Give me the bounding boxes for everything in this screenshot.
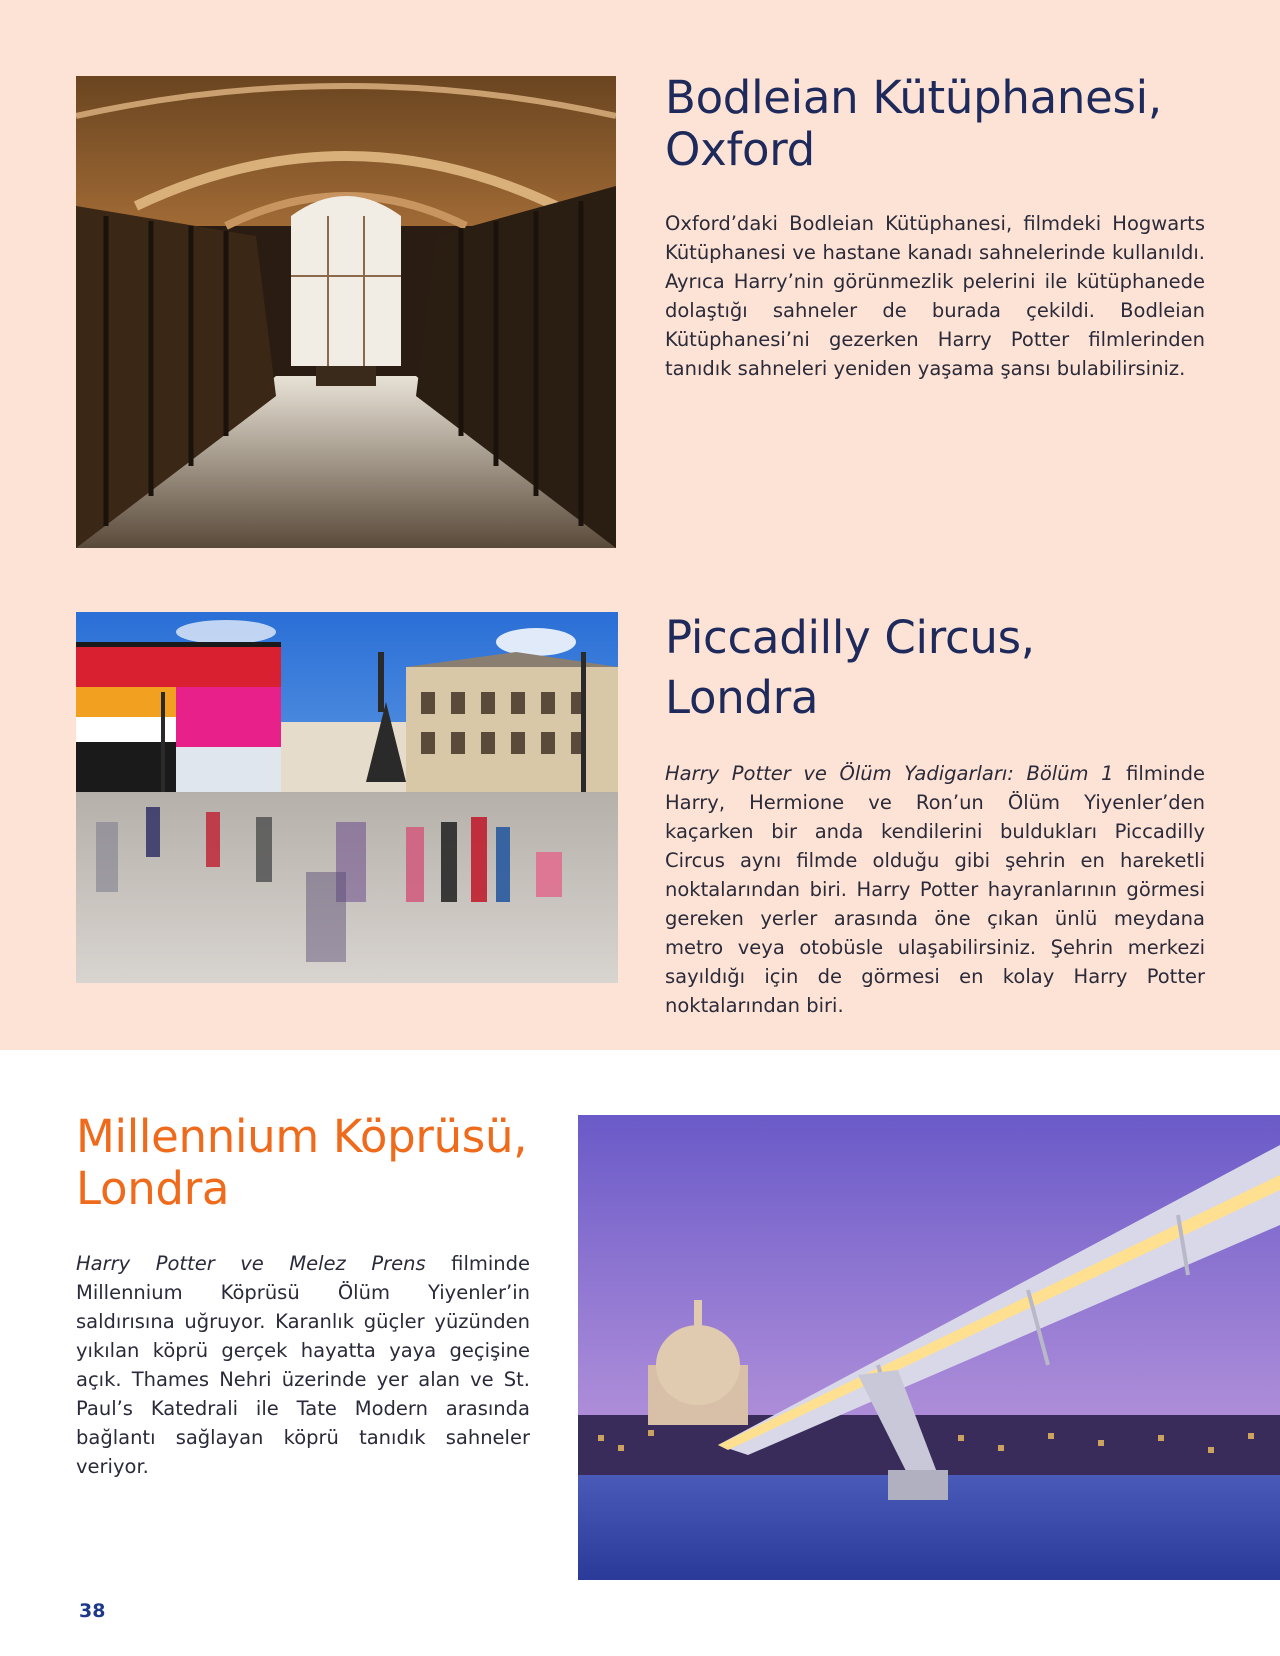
bodleian-body-text: Oxford’daki Bodleian Kütüphanesi, filmdeki Hogwarts Kütüphanesi ve hastane kanadı sahnelerinde kullanıldı. Ayrıca Harry’nin görünmezlik pelerini ile kütüphanede dolaştığı sahneler de burada çekildi. Bodleian Kütüphanesi’ni gezerken Harry Potter filmlerinden tanıdık sahneleri yeniden yaşama şansı bulabilirsiniz. bbox=[665, 212, 1205, 380]
piccadilly-heading-line2: Londra bbox=[665, 671, 819, 724]
bodleian-heading-line1: Bodleian Kütüphanesi, bbox=[665, 71, 1162, 124]
piccadilly-circus-photo bbox=[76, 612, 618, 983]
millennium-body-text bbox=[76, 1249, 530, 1481]
piccadilly-body-rest: filminde Harry, Hermione ve Ron’un Ölüm Yiyenler’den kaçarken bir anda kendilerini buldukları Piccadilly Circus aynı filmde olduğu gibi şehrin en hareketli noktalarından biri. Harry Potter hayranlarının görmesi gereken yerler arasında öne çıkan ünlü meydana metro veya otobüsle ulaşabilirsiniz. Şehrin merkezi sayıldığı için de görmesi en kolay Harry Potter noktalarından biri. bbox=[665, 762, 1205, 1017]
page-number: 38 bbox=[79, 1600, 106, 1622]
millennium-heading-line2: Londra bbox=[76, 1162, 230, 1215]
millennium-bridge-photo bbox=[578, 1115, 1280, 1580]
piccadilly-film-title: Harry Potter ve Ölüm Yadigarları: Bölüm 1 bbox=[665, 762, 1114, 785]
millennium-heading-line1: Millennium Köprüsü, bbox=[76, 1110, 528, 1163]
millennium-heading bbox=[76, 1111, 527, 1215]
piccadilly-heading bbox=[665, 608, 1035, 728]
piccadilly-body-text bbox=[665, 759, 1205, 1020]
bodleian-heading bbox=[665, 72, 1162, 176]
millennium-film-title: Harry Potter ve Melez Prens bbox=[76, 1252, 426, 1275]
piccadilly-heading-line1: Piccadilly Circus, bbox=[665, 611, 1035, 664]
bodleian-heading-line2: Oxford bbox=[665, 123, 815, 176]
millennium-body-rest: filminde Millennium Köprüsü Ölüm Yiyenler’in saldırısına uğruyor. Karanlık güçler yüzünden yıkılan köprü gerçek hayatta yaya geçişine açık. Thames Nehri üzerinde yer alan ve St. Paul’s Katedrali ile Tate Modern arasında bağlantı sağlayan köprü tanıdık sahneler veriyor. bbox=[76, 1252, 531, 1478]
bodleian-library-photo bbox=[76, 76, 616, 548]
